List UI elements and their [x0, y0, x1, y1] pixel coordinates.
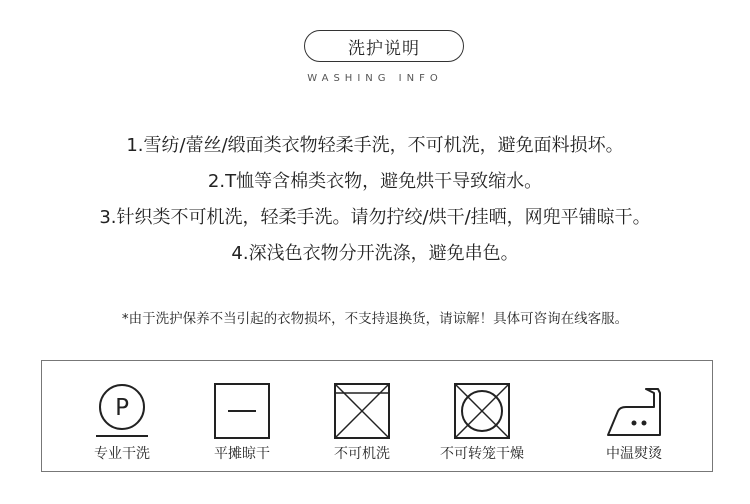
care-label: 中温熨烫 — [606, 446, 662, 462]
care-label: 平摊晾干 — [214, 446, 270, 462]
care-symbol-dry-flat — [182, 361, 302, 473]
section-title: 洗护说明 — [348, 38, 420, 59]
instruction-line: 4.深浅色衣物分开洗涤，避免串色。 — [231, 243, 519, 264]
care-symbol-iron-medium — [574, 361, 694, 473]
instruction-line: 1.雪纺/蕾丝/缎面类衣物轻柔手洗，不可机洗，避免面料损坏。 — [126, 135, 624, 156]
care-label: 不可机洗 — [334, 446, 390, 462]
care-symbol-dry-clean — [62, 361, 182, 473]
dry-flat-icon — [212, 381, 272, 441]
instructions-list — [0, 128, 750, 272]
care-symbol-no-tumble-dry — [422, 361, 542, 473]
care-label: 不可转笼干燥 — [440, 446, 524, 462]
instruction-line: 2.T恤等含棉类衣物，避免烘干导致缩水。 — [207, 171, 543, 192]
instruction-line: 3.针织类不可机洗，轻柔手洗。请勿拧绞/烘干/挂晒，网兜平铺晾干。 — [99, 207, 651, 228]
do-not-tumble-dry-icon — [452, 381, 512, 441]
professional-dry-clean-icon — [92, 381, 152, 441]
care-symbols-panel — [41, 360, 713, 472]
disclaimer-note: *由于洗护保养不当引起的衣物损坏，不支持退换货，请谅解！具体可咨询在线客服。 — [121, 311, 629, 327]
care-label: 专业干洗 — [94, 446, 150, 462]
section-title-pill — [304, 30, 464, 62]
iron-medium-heat-icon — [604, 381, 664, 441]
care-symbol-no-machine-wash — [302, 361, 422, 473]
section-subtitle: WASHING INFO — [307, 73, 443, 84]
do-not-machine-wash-icon — [332, 381, 392, 441]
dry-clean-letter: P — [115, 395, 129, 421]
